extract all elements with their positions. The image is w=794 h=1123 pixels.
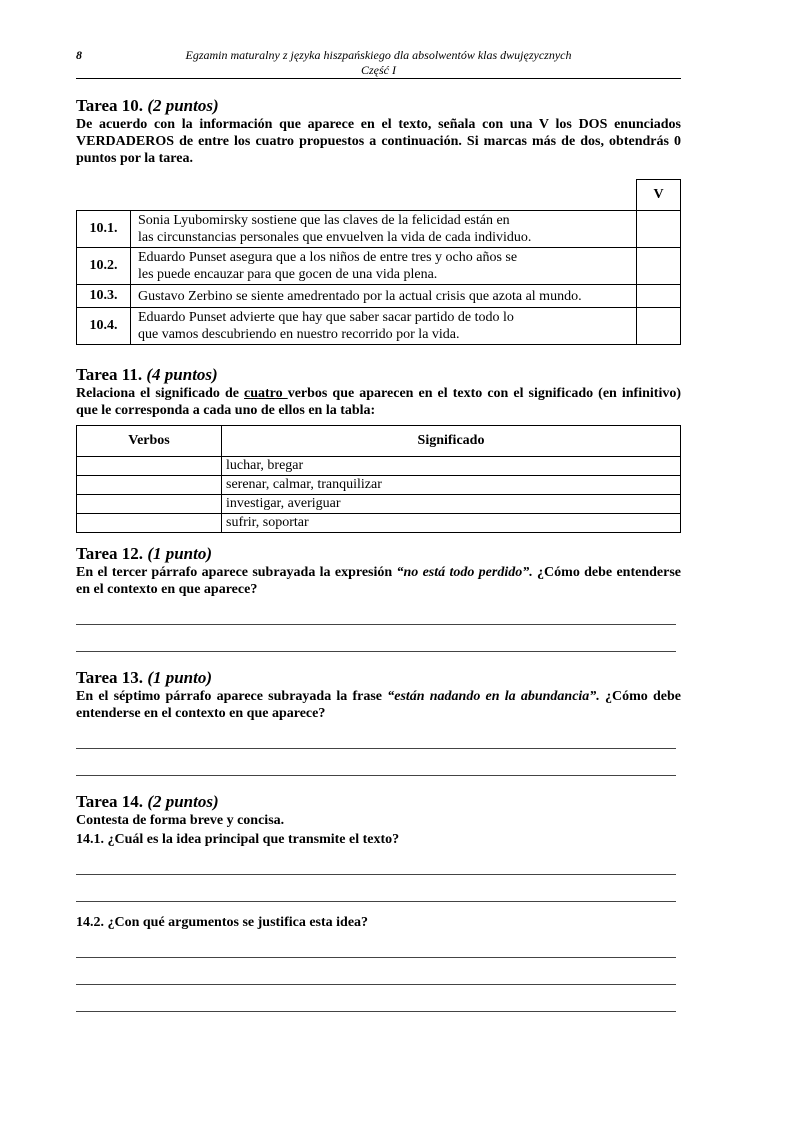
answer-line[interactable] [76, 931, 676, 958]
tarea10-table [76, 179, 681, 345]
exam-title [76, 48, 681, 78]
question-14-2: 14.2. ¿Con qué argumentos se justifica esta idea? [76, 915, 369, 930]
table-row [77, 476, 681, 495]
answer-line[interactable] [76, 958, 676, 985]
table-row [77, 495, 681, 514]
tarea11-table [76, 425, 681, 533]
question-14-1: 14.1. ¿Cuál es la idea principal que transmite el texto? [76, 832, 400, 847]
table-row [77, 285, 681, 308]
significado-cell: investigar, averiguar [222, 495, 681, 514]
tarea14-instruction: Contesta de forma breve y concisa. [76, 813, 285, 828]
statement-id: 10.1. [77, 211, 131, 248]
verbos-header: Verbos [77, 426, 222, 457]
verbo-answer-cell[interactable] [77, 476, 222, 495]
exam-title-line2: Część I [361, 63, 396, 77]
v-column-header: V [637, 180, 681, 211]
table-row [77, 248, 681, 285]
verbo-answer-cell[interactable] [77, 514, 222, 533]
table-row [77, 457, 681, 476]
answer-line[interactable] [76, 848, 676, 875]
tarea10-instruction: De acuerdo con la información que aparece en el texto, señala con una V los DOS enunciados VERDADEROS de entre los cuatro propuestos a continuación. Si marcas más de dos, obtendrás 0 puntos por la tarea. [76, 117, 681, 166]
significado-cell: serenar, calmar, tranquilizar [222, 476, 681, 495]
statement-text: Sonia Lyubomirsky sostiene que las claves de la felicidad están en las circunstancias personales que envuelven la vida de cada individuo. [131, 211, 637, 248]
answer-line[interactable] [76, 985, 676, 1012]
tarea12-instruction: En el tercer párrafo aparece subrayada la expresión “no está todo perdido”. ¿Cómo debe entenderse en el contexto en que aparece? [76, 565, 682, 597]
tarea14-section [76, 792, 681, 1012]
tarea14-title: Tarea 14. (2 puntos) [76, 792, 219, 811]
table-row [77, 514, 681, 533]
tarea11-section [76, 365, 681, 533]
statement-id: 10.2. [77, 248, 131, 285]
tarea13-title: Tarea 13. (1 punto) [76, 668, 213, 687]
verbo-answer-cell[interactable] [77, 457, 222, 476]
tarea13-section [76, 668, 681, 776]
answer-cell-10-1[interactable] [637, 211, 681, 248]
answer-cell-10-2[interactable] [637, 248, 681, 285]
answer-line[interactable] [76, 875, 676, 902]
statement-text: Eduardo Punset advierte que hay que saber sacar partido de todo lo que vamos descubriendo en nuestro recorrido por la vida. [131, 308, 637, 345]
answer-cell-10-3[interactable] [637, 285, 681, 308]
tarea11-title: Tarea 11. (4 puntos) [76, 365, 218, 384]
exam-page [76, 44, 681, 1012]
answer-cell-10-4[interactable] [637, 308, 681, 345]
table-row [77, 308, 681, 345]
statement-id: 10.4. [77, 308, 131, 345]
tarea13-instruction: En el séptimo párrafo aparece subrayada la frase “están nadando en la abundancia”. ¿Cómo debe entenderse en el contexto en que aparece? [76, 689, 681, 721]
answer-line[interactable] [76, 598, 676, 625]
statement-text: Eduardo Punset asegura que a los niños de entre tres y ocho años se les puede encauzar para que gocen de una vida plena. [131, 248, 637, 285]
tarea12-title: Tarea 12. (1 punto) [76, 544, 213, 563]
tarea12-section [76, 544, 681, 652]
answer-line[interactable] [76, 722, 676, 749]
answer-line[interactable] [76, 749, 676, 776]
page-header [76, 44, 681, 79]
answer-line[interactable] [76, 625, 676, 652]
significado-cell: sufrir, soportar [222, 514, 681, 533]
table-row [77, 211, 681, 248]
tarea10-section [76, 96, 681, 345]
statement-id: 10.3. [77, 285, 131, 308]
statement-text: Gustavo Zerbino se siente amedrentado por la actual crisis que azota al mundo. [131, 285, 637, 308]
exam-title-line1: Egzamin maturalny z języka hiszpańskiego dla absolwentów klas dwujęzycznych [185, 48, 572, 62]
tarea10-title: Tarea 10. (2 puntos) [76, 96, 219, 115]
significado-cell: luchar, bregar [222, 457, 681, 476]
verbo-answer-cell[interactable] [77, 495, 222, 514]
page-number: 8 [76, 48, 82, 62]
tarea11-instruction: Relaciona el significado de cuatro verbos que aparecen en el texto con el significado (en infinitivo) que le corresponda a cada uno de ellos en la tabla: [76, 386, 681, 418]
significado-header: Significado [222, 426, 681, 457]
